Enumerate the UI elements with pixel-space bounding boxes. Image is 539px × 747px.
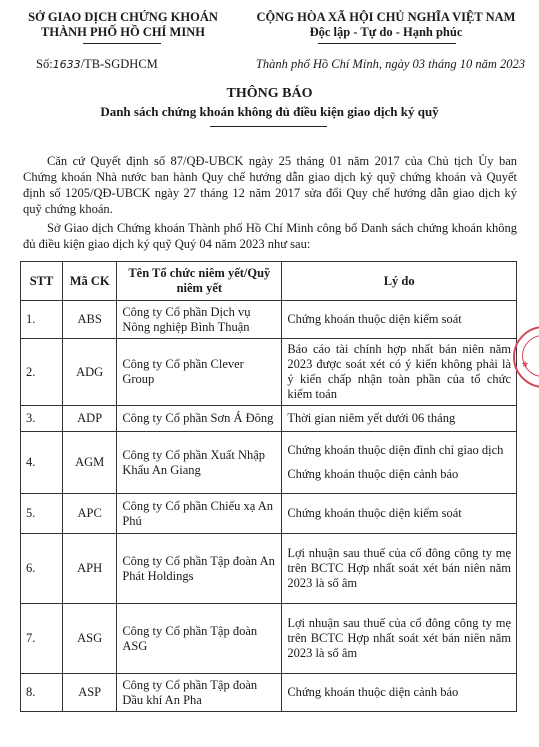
securities-table bbox=[20, 261, 517, 712]
cell-reason: Lợi nhuận sau thuế của cổ đông công ty mẹ trên BCTC Hợp nhất soát xét bán niên năm 2023 là số âm bbox=[282, 534, 517, 604]
cell-name: Công ty Cổ phần Tập đoàn An Phát Holdings bbox=[117, 534, 282, 604]
paragraph-announcement bbox=[23, 220, 517, 252]
table-row bbox=[21, 534, 517, 604]
cell-name: Công ty Cổ phần Tập đoàn Dầu khí An Pha bbox=[117, 674, 282, 712]
cell-name: Công ty Cổ phần Chiếu xạ An Phú bbox=[117, 494, 282, 534]
cell-reason: Thời gian niêm yết dưới 06 tháng bbox=[282, 406, 517, 432]
cell-code: APH bbox=[63, 534, 117, 604]
issuer-line-1: SỞ GIAO DỊCH CHỨNG KHOÁN bbox=[28, 10, 218, 24]
cell-name: Công ty Cổ phần Clever Group bbox=[117, 339, 282, 406]
cell-stt: 1. bbox=[21, 301, 63, 339]
doc-no-prefix: Số: bbox=[36, 57, 53, 71]
cell-stt: 8. bbox=[21, 674, 63, 712]
table-row bbox=[21, 494, 517, 534]
table-row bbox=[21, 339, 517, 406]
document-number bbox=[36, 57, 158, 72]
title-underline bbox=[210, 126, 327, 127]
header-reason: Lý do bbox=[282, 262, 517, 301]
cell-code: APC bbox=[63, 494, 117, 534]
table-row bbox=[21, 406, 517, 432]
cell-name: Công ty Cổ phần Sơn Á Đông bbox=[117, 406, 282, 432]
cell-reason: Chứng khoán thuộc diện kiểm soát bbox=[282, 494, 517, 534]
cell-code: ADP bbox=[63, 406, 117, 432]
table-row bbox=[21, 604, 517, 674]
nation-line-1: CỘNG HÒA XÃ HỘI CHỦ NGHĨA VIỆT NAM bbox=[256, 10, 516, 24]
document-title: THÔNG BÁO bbox=[226, 86, 313, 101]
cell-reason: Lợi nhuận sau thuế của cổ đông công ty mẹ trên BCTC Hợp nhất soát xét bán niên năm 2023 là số âm bbox=[282, 604, 517, 674]
nation-line-2: Độc lập - Tự do - Hạnh phúc bbox=[309, 25, 463, 39]
cell-stt: 6. bbox=[21, 534, 63, 604]
cell-name: Công ty Cổ phần Tập đoàn ASG bbox=[117, 604, 282, 674]
cell-code: AGM bbox=[63, 432, 117, 494]
table-row bbox=[21, 674, 517, 712]
issuer-header bbox=[8, 10, 238, 40]
cell-code: ABS bbox=[63, 301, 117, 339]
doc-no-handwritten: 1633 bbox=[52, 58, 81, 71]
paragraph-1-text: Căn cứ Quyết định số 87/QĐ-UBCK ngày 25 tháng 01 năm 2017 của Chủ tịch Ủy ban Chứng khoán Nhà nước ban hành Quy chế hướng dẫn giao dịch ký quỹ chứng khoán và Quyết định số 1205/QĐ-UBCK ngày 27 tháng 12 năm 2017 sửa đổi Quy chế hướng dẫn giao dịch ký quỹ chứng khoán. bbox=[23, 154, 517, 216]
cell-reason bbox=[282, 432, 517, 494]
cell-code: ASP bbox=[63, 674, 117, 712]
cell-name: Công ty Cổ phần Dịch vụ Nông nghiệp Bình Thuận bbox=[117, 301, 282, 339]
cell-stt: 4. bbox=[21, 432, 63, 494]
seal-inner-ring bbox=[522, 335, 539, 377]
table-header-row bbox=[21, 262, 517, 301]
cell-code: ADG bbox=[63, 339, 117, 406]
cell-code: ASG bbox=[63, 604, 117, 674]
national-header bbox=[236, 10, 536, 40]
cell-name: Công ty Cổ phần Xuất Nhập Khẩu An Giang bbox=[117, 432, 282, 494]
place-date: Thành phố Hồ Chí Minh, ngày 03 tháng 10 năm 2023 bbox=[255, 57, 525, 71]
header-code: Mã CK bbox=[63, 262, 117, 301]
paragraph-legal-basis bbox=[23, 153, 517, 217]
cell-reason: Chứng khoán thuộc diện cảnh báo bbox=[282, 674, 517, 712]
reason-suspended: Chứng khoán thuộc diện đình chỉ giao dịch bbox=[287, 443, 504, 457]
cell-stt: 2. bbox=[21, 339, 63, 406]
cell-reason: Báo cáo tài chính hợp nhất bán niên năm 2023 được soát xét có ý kiến không phải là ý kiến chấp nhận toàn phần của tổ chức kiểm toán bbox=[282, 339, 517, 406]
issuer-underline bbox=[83, 43, 161, 44]
seal-star-icon: ★ bbox=[521, 360, 530, 370]
table-row bbox=[21, 432, 517, 494]
header-name: Tên Tổ chức niêm yết/Quỹ niêm yết bbox=[117, 262, 282, 301]
cell-reason: Chứng khoán thuộc diện kiểm soát bbox=[282, 301, 517, 339]
cell-stt: 5. bbox=[21, 494, 63, 534]
header-stt: STT bbox=[21, 262, 63, 301]
issuer-line-2: THÀNH PHỐ HỒ CHÍ MINH bbox=[41, 25, 205, 39]
reason-warning: Chứng khoán thuộc diện cảnh báo bbox=[287, 467, 459, 481]
paragraph-2-text: Sở Giao dịch Chứng khoán Thành phố Hồ Chí Minh công bố Danh sách chứng khoán không đủ điều kiện giao dịch ký quỹ Quý 04 năm 2023 như sau: bbox=[23, 221, 517, 251]
cell-stt: 7. bbox=[21, 604, 63, 674]
cell-stt: 3. bbox=[21, 406, 63, 432]
motto-underline bbox=[318, 43, 456, 44]
document-subtitle: Danh sách chứng khoán không đủ điều kiện giao dịch ký quỹ bbox=[100, 104, 439, 119]
doc-no-suffix: /TB-SGDHCM bbox=[80, 57, 158, 71]
table-row bbox=[21, 301, 517, 339]
